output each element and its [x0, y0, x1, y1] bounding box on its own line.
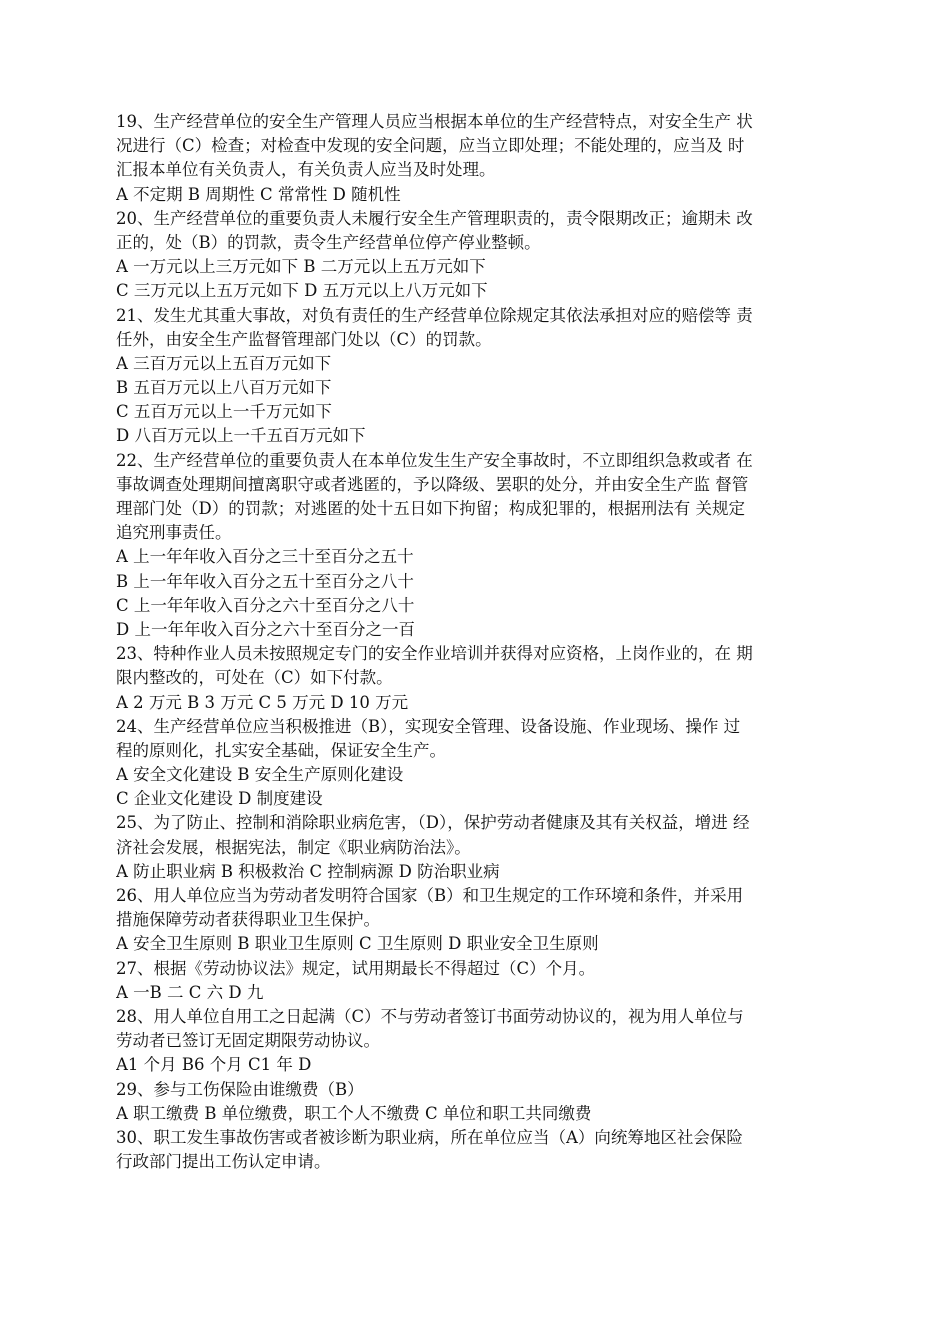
text-line: A 一B 二 C 六 D 九: [116, 982, 264, 1002]
text-line: 22、生产经营单位的重要负责人在本单位发生生产安全事故时，不立即组织急救或者 在: [116, 450, 753, 470]
text-line: A 防止职业病 B 积极救治 C 控制病源 D 防治职业病: [116, 861, 500, 881]
text-line: 济社会发展，根据宪法，制定《职业病防治法》。: [116, 837, 471, 857]
text-line: B 上一年年收入百分之五十至百分之八十: [116, 571, 414, 591]
text-line: D 上一年年收入百分之六十至百分之一百: [116, 619, 415, 639]
text-line: A 三百万元以上五百万元如下: [116, 353, 332, 373]
text-line: 正的，处（B）的罚款，责令生产经营单位停产停业整顿。: [116, 232, 541, 252]
text-line: 23、特种作业人员未按照规定专门的安全作业培训并获得对应资格，上岗作业的，在 期: [116, 644, 753, 664]
text-line: 追究刑事责任。: [116, 523, 232, 543]
text-line: A1 个月 B6 个月 C1 年 D: [116, 1055, 312, 1075]
text-line: A 2 万元 B 3 万元 C 5 万元 D 10 万元: [116, 692, 409, 712]
text-line: 限内整改的，可处在（C）如下付款。: [116, 668, 393, 688]
text-line: 行政部门提出工伤认定申请。: [116, 1152, 331, 1172]
text-line: 27、根据《劳动协议法》规定，试用期最长不得超过（C）个月。: [116, 958, 596, 978]
text-line: A 职工缴费 B 单位缴费，职工个人不缴费 C 单位和职工共同缴费: [116, 1103, 592, 1123]
text-line: 29、参与工伤保险由谁缴费（B）: [116, 1079, 364, 1099]
text-line: 程的原则化，扎实安全基础，保证安全生产。: [116, 740, 446, 760]
text-line: 措施保障劳动者获得职业卫生保护。: [116, 910, 380, 930]
text-line: 25、为了防止、控制和消除职业病危害，（D），保护劳动者健康及其有关权益，增进 经: [116, 813, 750, 833]
text-line: 任外，由安全生产监督管理部门处以（C）的罚款。: [116, 329, 492, 349]
text-line: 28、用人单位自用工之日起满（C）不与劳动者签订书面劳动协议的，视为用人单位与: [116, 1006, 744, 1026]
text-line: 事故调查处理期间擅离职守或者逃匿的，予以降级、罢职的处分，并由安全生产监 督管: [116, 474, 749, 494]
text-line: B 五百万元以上八百万元如下: [116, 378, 332, 398]
text-line: 24、生产经营单位应当积极推进（B），实现安全管理、设备设施、作业现场、操作 过: [116, 716, 741, 736]
text-line: 19、生产经营单位的安全生产管理人员应当根据本单位的生产经营特点，对安全生产 状: [116, 112, 753, 131]
text-line: 30、职工发生事故伤害或者被诊断为职业病，所在单位应当（A）向统筹地区社会保险: [116, 1127, 743, 1147]
text-line: 20、生产经营单位的重要负责人未履行安全生产管理职责的，责令限期改正；逾期未 改: [116, 208, 753, 228]
text-line: C 五百万元以上一千万元如下: [116, 402, 332, 422]
text-line: D 八百万元以上一千五百万元如下: [116, 426, 366, 446]
text-line: C 三万元以上五万元如下 D 五万元以上八万元如下: [116, 281, 488, 301]
text-line: 理部门处（D）的罚款；对逃匿的处十五日如下拘留；构成犯罪的，根据刑法有 关规定: [116, 499, 745, 518]
text-line: A 安全卫生原则 B 职业卫生原则 C 卫生原则 D 职业安全卫生原则: [116, 934, 599, 954]
text-line: A 上一年年收入百分之三十至百分之五十: [116, 547, 414, 567]
text-line: 26、用人单位应当为劳动者发明符合国家（B）和卫生规定的工作环境和条件，并采用: [116, 886, 744, 905]
text-line: 况进行（C）检查；对检查中发现的安全问题，应当立即处理；不能处理的，应当及 时: [116, 136, 745, 156]
document-body: [116, 110, 858, 1174]
text-line: 汇报本单位有关负责人，有关负责人应当及时处理。: [116, 160, 496, 180]
text-line: 劳动者已签订无固定期限劳动协议。: [116, 1031, 380, 1051]
text-line: C 企业文化建设 D 制度建设: [116, 789, 323, 809]
text-line: C 上一年年收入百分之六十至百分之八十: [116, 595, 415, 615]
text-line: 21、发生尤其重大事故，对负有责任的生产经营单位除规定其依法承担对应的赔偿等 责: [116, 305, 753, 325]
text-line: A 不定期 B 周期性 C 常常性 D 随机性: [116, 184, 401, 204]
text-line: A 安全文化建设 B 安全生产原则化建设: [116, 765, 404, 785]
text-line: A 一万元以上三万元如下 B 二万元以上五万元如下: [116, 257, 486, 277]
